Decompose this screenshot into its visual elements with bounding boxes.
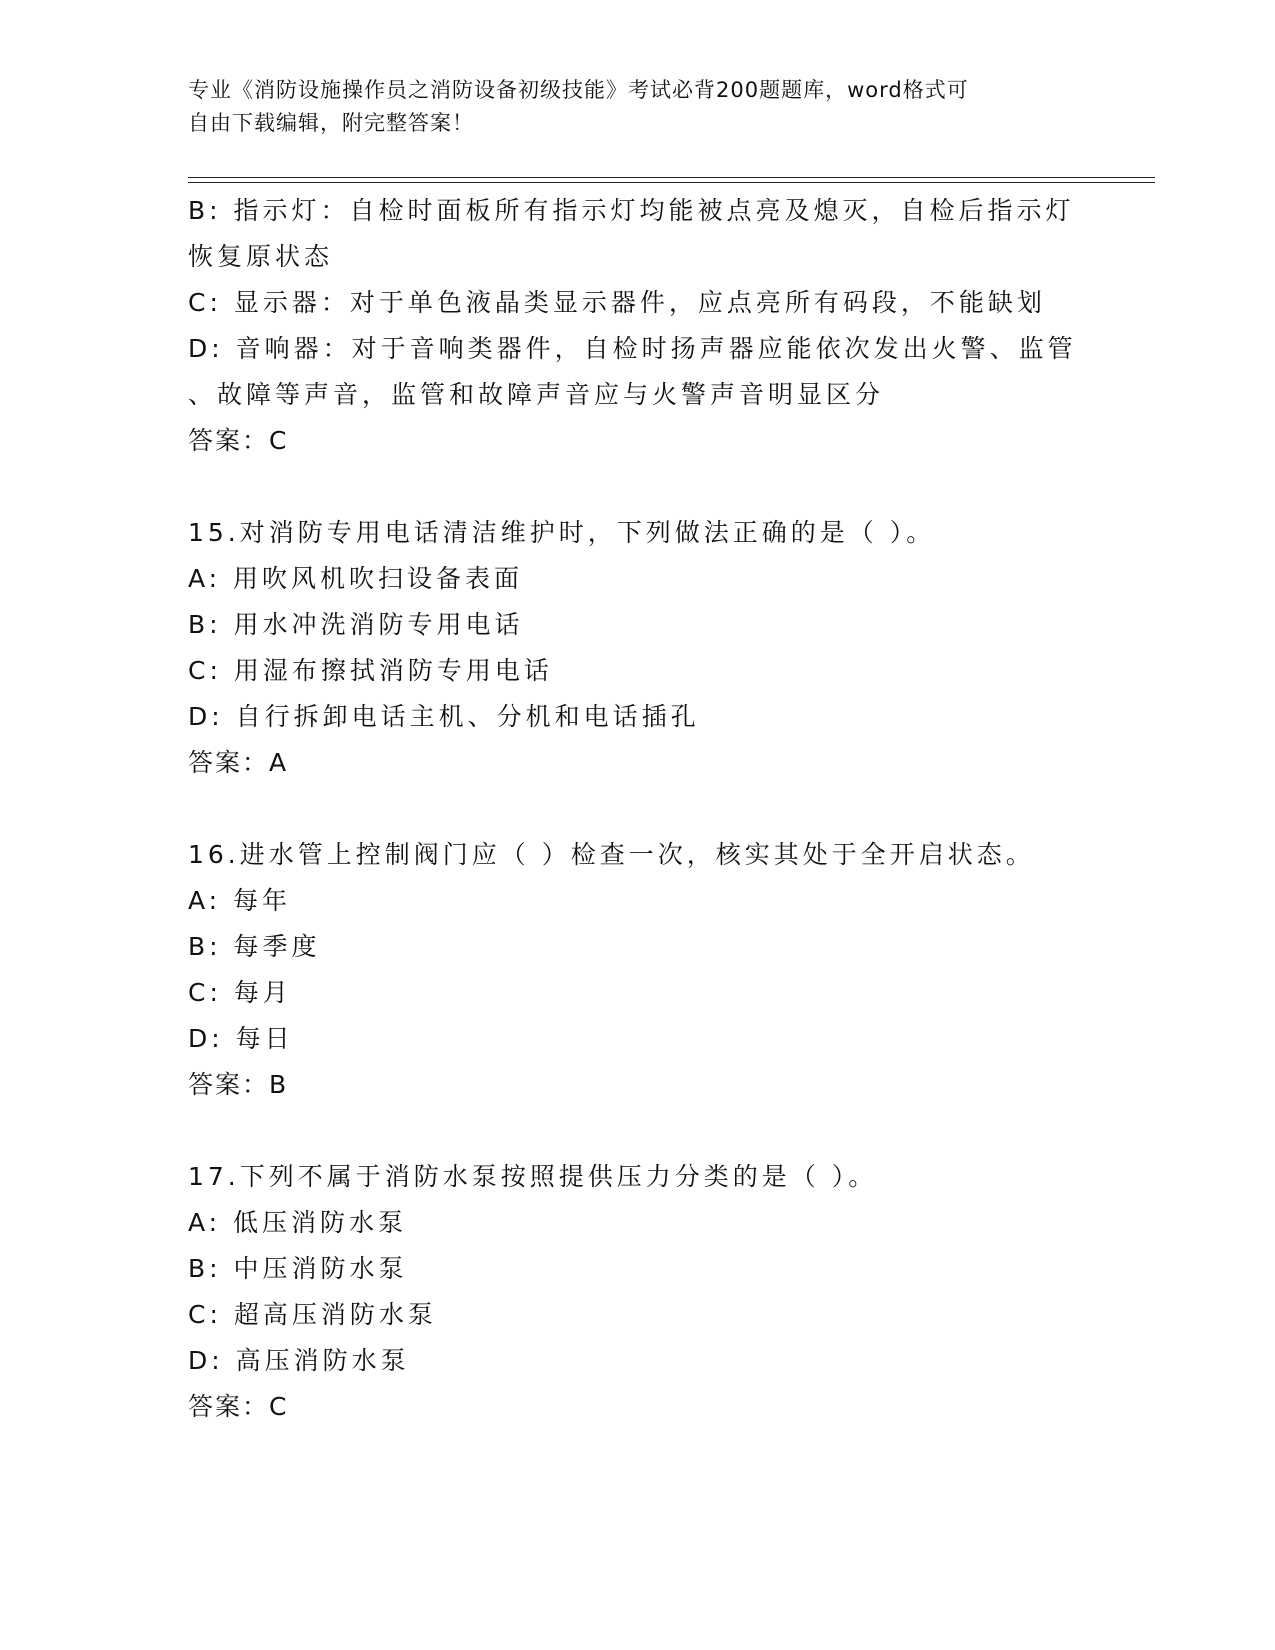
question-17-option-d: D: 高压消防水泵 [188,1346,410,1375]
option-d-line-1: D: 音响器：对于音响类器件，自检时扬声器应能依次发出火警、监管 [188,334,1077,363]
question-17-stem: 17.下列不属于消防水泵按照提供压力分类的是（ ）。 [188,1162,878,1191]
answer-17: 答案：C [188,1392,289,1421]
question-15 [188,510,1148,786]
question-15-option-a: A: 用吹风机吹扫设备表面 [188,564,524,593]
option-c: C: 显示器：对于单色液晶类显示器件，应点亮所有码段，不能缺划 [188,288,1046,317]
question-15-option-c: C: 用湿布擦拭消防专用电话 [188,656,553,685]
question-17 [188,1154,1148,1430]
option-b-line-2: 恢复原状态 [188,242,334,271]
question-16-stem: 16.进水管上控制阀门应（ ）检查一次，核实其处于全开启状态。 [188,840,1035,869]
option-b-line-1: B: 指示灯：自检时面板所有指示灯均能被点亮及熄灭，自检后指示灯 [188,196,1075,225]
document-body [188,188,1148,1430]
option-d-line-2: 、故障等声音，监管和故障声音应与火警声音明显区分 [188,380,885,409]
answer-15: 答案：A [188,748,289,777]
header-divider-top [188,177,1155,178]
header-divider-bottom [188,182,1155,183]
answer-16: 答案：B [188,1070,289,1099]
question-17-option-a: A: 低压消防水泵 [188,1208,408,1237]
spacer [188,786,1148,832]
header-line-1: 专业《消防设施操作员之消防设备初级技能》考试必背200题题库，word格式可 [188,78,969,102]
question-16-option-d: D: 每日 [188,1024,294,1053]
question-17-option-b: B: 中压消防水泵 [188,1254,408,1283]
question-16-option-b: B: 每季度 [188,932,321,961]
spacer [188,1108,1148,1154]
document-header [188,74,1088,140]
question-16-option-a: A: 每年 [188,886,292,915]
question-14-continued [188,188,1148,464]
question-16 [188,832,1148,1108]
question-15-stem: 15.对消防专用电话清洁维护时，下列做法正确的是（ ）。 [188,518,936,547]
spacer [188,464,1148,510]
question-15-option-d: D: 自行拆卸电话主机、分机和电话插孔 [188,702,700,731]
question-17-option-c: C: 超高压消防水泵 [188,1300,437,1329]
header-line-2: 自由下载编辑，附完整答案！ [188,111,474,135]
answer-14: 答案：C [188,426,289,455]
question-15-option-b: B: 用水冲洗消防专用电话 [188,610,524,639]
question-16-option-c: C: 每月 [188,978,292,1007]
